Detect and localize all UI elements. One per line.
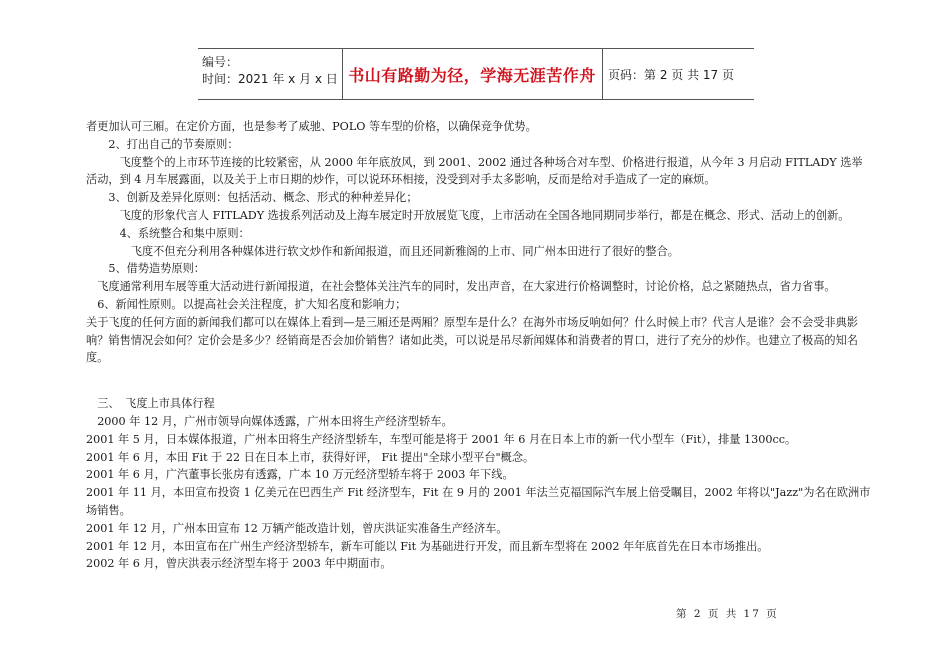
- time-label: 时间：2021 年 x 月 x 日: [202, 72, 338, 86]
- paragraph: 飞度通常利用车展等重大活动进行新闻报道，在社会整体关注汽车的同时，发出声音，在大家进行价格调整时，讨论价格，总之紧随热点，省力省事。: [86, 280, 836, 294]
- paragraph: 飞度的形象代言人 FITLADY 选拔系列活动及上海车展定时开放展览飞度，上市活动在全国各地同期同步举行，都是在概念、形式、活动上的创新。: [86, 208, 850, 222]
- page-footer: 第 2 页 共 17 页: [676, 608, 779, 620]
- paragraph: 者更加认可三厢。在定价方面，也是参考了威驰、POLO 等车型的价格，以确保竞争优势。: [86, 120, 537, 133]
- paragraph: 5、借势造势原则：: [86, 262, 205, 276]
- paragraph: 4、系统整合和集中原则：: [86, 226, 250, 240]
- timeline-item: 2001 年 6 月，广汽董事长张房有透露，广本 10 万元经济型轿车将于 2003 年下线。: [86, 468, 514, 482]
- header-page-cell: [602, 49, 754, 99]
- paragraph: 飞度不但充分利用各种媒体进行软文炒作和新闻报道，而且还同新雅阁的上市、同广州本田进行了很好的整合。: [86, 244, 679, 258]
- paragraph: 6、新闻性原则。以提高社会关注程度，扩大知名度和影响力；: [86, 297, 407, 311]
- motto: 书山有路勤为径，学海无涯苦作舟: [348, 65, 596, 85]
- section-spacer: [86, 367, 871, 395]
- timeline-item: 2000 年 12 月，广州市领导向媒体透露，广州本田将生产经济型轿车。: [86, 414, 453, 428]
- page-code: 页码：第 2 页 共 17 页: [608, 67, 734, 82]
- page-header: [198, 48, 754, 100]
- timeline-item: 2001 年 12 月，广州本田宣布 12 万辆产能改造计划，曾庆洪证实准备生产经济车。: [86, 521, 508, 535]
- paragraph: 3、创新及差异化原则：包括活动、概念、形式的种种差异化；: [86, 191, 418, 205]
- timeline-item: 2001 年 11 月，本田宣布投资 1 亿美元在巴西生产 Fit 经济型车，Fit 在 9 月的 2001 年法兰克福国际汽车展上倍受瞩目，2002 年将以"Jazz"为名在欧洲市场销售。: [86, 486, 871, 517]
- paragraph: 关于飞度的任何方面的新闻我们都可以在媒体上看到—是三厢还是两厢？原型车是什么？在海外市场反响如何？什么时候上市？代言人是谁？会不会受非典影响？销售情况会如何？定价会是多少？经销商是否会加价销售？诸如此类，可以说是吊尽新闻媒体和消费者的胃口，进行了充分的炒作。也建立了极高的知名度。: [86, 315, 858, 365]
- document-body: [86, 118, 871, 573]
- timeline-item: 2002 年 6 月，曾庆洪表示经济型车将于 2003 年中期面市。: [86, 557, 392, 571]
- section-title: 三、 飞度上市具体行程: [86, 397, 215, 411]
- paragraph: 飞度整个的上市环节连接的比较紧密，从 2000 年年底放风，到 2001、2002 通过各种场合对车型、价格进行报道，从今年 3 月启动 FITLADY 选举活动，到 4 月车展露面，以及关于上市日期的炒作，可以说环环相接，没受到对手太多影响，反而是给对手造成了一定的麻烦。: [86, 155, 863, 187]
- code-label: 编号：: [202, 55, 239, 69]
- timeline-item: 2001 年 6 月，本田 Fit 于 22 日在日本上市，获得好评， Fit 提出"全球小型平台"概念。: [86, 450, 535, 464]
- header-meta: [198, 49, 343, 99]
- timeline-item: 2001 年 12 月，本田宣布在广州生产经济型轿车，新车可能以 Fit 为基础进行开发，而且新车型将在 2002 年年底首先在日本市场推出。: [86, 539, 769, 553]
- paragraph: 2、打出自己的节奏原则：: [86, 137, 239, 151]
- header-motto-cell: [342, 49, 603, 99]
- timeline-item: 2001 年 5 月，日本媒体报道，广州本田将生产经济型轿车，车型可能是将于 2001 年 6 月在日本上市的新一代小型车（Fit），排量 1300cc。: [86, 432, 797, 446]
